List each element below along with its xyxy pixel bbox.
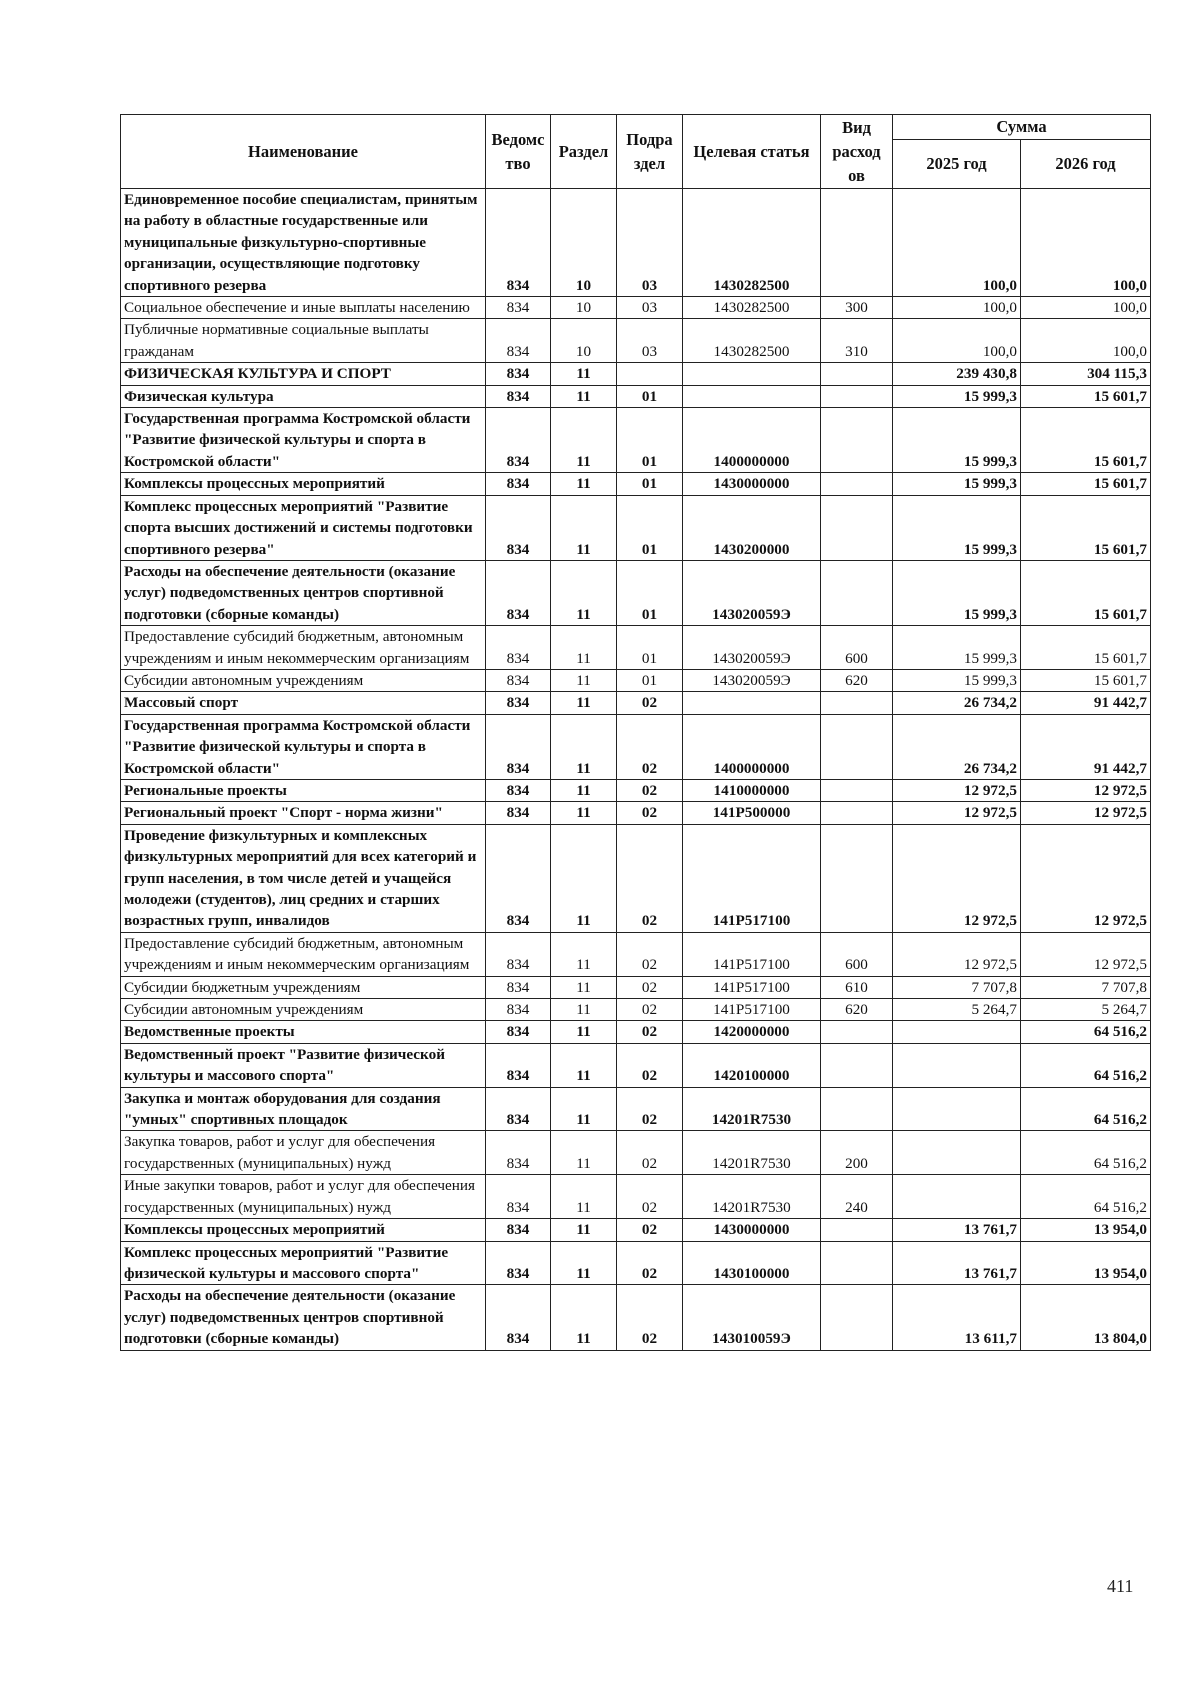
cell-razdel: 11: [551, 999, 617, 1021]
cell-podrazdel: 01: [617, 626, 683, 670]
table-row: [121, 363, 1151, 385]
cell-razdel: 11: [551, 1285, 617, 1350]
table-row: [121, 473, 1151, 495]
cell-razdel: 11: [551, 932, 617, 976]
table-row: [121, 779, 1151, 801]
cell-name: Расходы на обеспечение деятельности (оказание услуг) подведомственных центров спортивной подготовки (сборные команды): [121, 560, 486, 625]
cell-razdel: 11: [551, 408, 617, 473]
cell-target-article: 1430282500: [683, 297, 821, 319]
cell-target-article: 141P517100: [683, 824, 821, 932]
cell-podrazdel: 02: [617, 1021, 683, 1043]
cell-razdel: 11: [551, 495, 617, 560]
page-number: 411: [1107, 1576, 1134, 1596]
cell-sum-2026: 64 516,2: [1021, 1021, 1151, 1043]
cell-expense-type: [821, 495, 893, 560]
cell-razdel: 11: [551, 626, 617, 670]
cell-sum-2026: 15 601,7: [1021, 385, 1151, 407]
cell-target-article: 141P517100: [683, 932, 821, 976]
cell-name: Ведомственный проект "Развитие физической культуры и массового спорта": [121, 1043, 486, 1087]
cell-expense-type: [821, 1285, 893, 1350]
cell-sum-2026: 91 442,7: [1021, 714, 1151, 779]
cell-expense-type: 620: [821, 669, 893, 691]
cell-sum-2025: 12 972,5: [893, 824, 1021, 932]
cell-vedomstvo: 834: [486, 802, 551, 824]
cell-name: Предоставление субсидий бюджетным, автономным учреждениям и иным некоммерческим организациям: [121, 932, 486, 976]
cell-sum-2025: 100,0: [893, 189, 1021, 297]
cell-podrazdel: 02: [617, 1087, 683, 1131]
cell-podrazdel: 02: [617, 976, 683, 998]
cell-expense-type: [821, 802, 893, 824]
cell-sum-2026: 13 954,0: [1021, 1219, 1151, 1241]
cell-target-article: 1430282500: [683, 319, 821, 363]
cell-podrazdel: 02: [617, 714, 683, 779]
cell-name: Комплекс процессных мероприятий "Развитие спорта высших достижений и системы подготовки спортивного резерва": [121, 495, 486, 560]
cell-razdel: 11: [551, 669, 617, 691]
cell-expense-type: [821, 824, 893, 932]
cell-sum-2026: 15 601,7: [1021, 408, 1151, 473]
cell-vedomstvo: 834: [486, 495, 551, 560]
cell-sum-2025: 15 999,3: [893, 669, 1021, 691]
cell-razdel: 11: [551, 714, 617, 779]
cell-target-article: 143020059Э: [683, 560, 821, 625]
cell-sum-2026: 15 601,7: [1021, 626, 1151, 670]
cell-podrazdel: 01: [617, 408, 683, 473]
cell-podrazdel: 03: [617, 297, 683, 319]
cell-sum-2026: 7 707,8: [1021, 976, 1151, 998]
cell-podrazdel: 02: [617, 932, 683, 976]
cell-expense-type: 600: [821, 932, 893, 976]
cell-target-article: 14201R7530: [683, 1131, 821, 1175]
cell-razdel: 11: [551, 692, 617, 714]
cell-sum-2026: 15 601,7: [1021, 669, 1151, 691]
cell-podrazdel: 02: [617, 824, 683, 932]
cell-name: Комплекс процессных мероприятий "Развитие физической культуры и массового спорта": [121, 1241, 486, 1285]
cell-expense-type: 610: [821, 976, 893, 998]
table-row: [121, 1021, 1151, 1043]
cell-sum-2025: 15 999,3: [893, 473, 1021, 495]
cell-target-article: 1430200000: [683, 495, 821, 560]
cell-razdel: 10: [551, 297, 617, 319]
cell-target-article: 1400000000: [683, 714, 821, 779]
header-year-2026: 2026 год: [1021, 140, 1151, 189]
table-row: [121, 1175, 1151, 1219]
cell-expense-type: [821, 1021, 893, 1043]
cell-sum-2026: 304 115,3: [1021, 363, 1151, 385]
table-row: [121, 1285, 1151, 1350]
cell-sum-2025: 100,0: [893, 319, 1021, 363]
cell-target-article: 143010059Э: [683, 1285, 821, 1350]
table-row: [121, 385, 1151, 407]
cell-sum-2026: 13 954,0: [1021, 1241, 1151, 1285]
cell-target-article: [683, 363, 821, 385]
header-year-2025: 2025 год: [893, 140, 1021, 189]
cell-podrazdel: 02: [617, 1241, 683, 1285]
cell-name: Иные закупки товаров, работ и услуг для обеспечения государственных (муниципальных) нужд: [121, 1175, 486, 1219]
cell-sum-2026: 15 601,7: [1021, 560, 1151, 625]
cell-razdel: 11: [551, 824, 617, 932]
cell-name: Региональные проекты: [121, 779, 486, 801]
cell-podrazdel: 03: [617, 319, 683, 363]
header-target-article: Целевая статья: [683, 115, 821, 189]
cell-target-article: 1430282500: [683, 189, 821, 297]
table-row: [121, 1087, 1151, 1131]
cell-razdel: 11: [551, 779, 617, 801]
cell-vedomstvo: 834: [486, 1285, 551, 1350]
table-row: [121, 408, 1151, 473]
cell-razdel: 11: [551, 363, 617, 385]
table-row: [121, 692, 1151, 714]
cell-vedomstvo: 834: [486, 714, 551, 779]
cell-vedomstvo: 834: [486, 669, 551, 691]
cell-razdel: 11: [551, 560, 617, 625]
cell-sum-2025: 15 999,3: [893, 560, 1021, 625]
cell-vedomstvo: 834: [486, 999, 551, 1021]
table-row: [121, 1131, 1151, 1175]
cell-expense-type: [821, 1219, 893, 1241]
cell-sum-2026: 64 516,2: [1021, 1087, 1151, 1131]
cell-name: Проведение физкультурных и комплексных физкультурных мероприятий для всех категорий и групп населения, в том числе детей и учащейся молодежи (студентов), лиц средних и старших возрастных групп, инвалидов: [121, 824, 486, 932]
cell-vedomstvo: 834: [486, 408, 551, 473]
cell-podrazdel: 02: [617, 1131, 683, 1175]
cell-sum-2026: 12 972,5: [1021, 932, 1151, 976]
cell-sum-2026: 12 972,5: [1021, 824, 1151, 932]
cell-expense-type: [821, 1087, 893, 1131]
cell-sum-2026: 15 601,7: [1021, 473, 1151, 495]
cell-name: Комплексы процессных мероприятий: [121, 473, 486, 495]
cell-target-article: 14201R7530: [683, 1175, 821, 1219]
cell-name: Закупка товаров, работ и услуг для обеспечения государственных (муниципальных) нужд: [121, 1131, 486, 1175]
cell-expense-type: [821, 1241, 893, 1285]
table-row: [121, 560, 1151, 625]
cell-target-article: 143020059Э: [683, 626, 821, 670]
cell-name: Субсидии автономным учреждениям: [121, 669, 486, 691]
cell-name: Массовый спорт: [121, 692, 486, 714]
cell-podrazdel: 01: [617, 473, 683, 495]
cell-sum-2025: 26 734,2: [893, 714, 1021, 779]
cell-name: Субсидии бюджетным учреждениям: [121, 976, 486, 998]
cell-target-article: 141P500000: [683, 802, 821, 824]
cell-razdel: 11: [551, 1043, 617, 1087]
cell-podrazdel: 03: [617, 189, 683, 297]
cell-sum-2025: 13 761,7: [893, 1241, 1021, 1285]
table-row: [121, 626, 1151, 670]
cell-razdel: 11: [551, 1131, 617, 1175]
cell-sum-2025: [893, 1043, 1021, 1087]
header-podrazdel: Подра здел: [617, 115, 683, 189]
cell-podrazdel: 01: [617, 669, 683, 691]
cell-vedomstvo: 834: [486, 1043, 551, 1087]
cell-vedomstvo: 834: [486, 363, 551, 385]
cell-razdel: 11: [551, 1087, 617, 1131]
cell-name: Социальное обеспечение и иные выплаты населению: [121, 297, 486, 319]
cell-vedomstvo: 834: [486, 1219, 551, 1241]
cell-name: Региональный проект "Спорт - норма жизни": [121, 802, 486, 824]
cell-expense-type: [821, 560, 893, 625]
table-row: [121, 999, 1151, 1021]
table-body: [121, 189, 1151, 1351]
cell-expense-type: [821, 1043, 893, 1087]
cell-sum-2026: 64 516,2: [1021, 1131, 1151, 1175]
budget-table: [120, 114, 1151, 1351]
cell-target-article: 1430000000: [683, 1219, 821, 1241]
cell-sum-2025: 239 430,8: [893, 363, 1021, 385]
cell-name: Единовременное пособие специалистам, принятым на работу в областные государственные или муниципальные физкультурно-спортивные организации, осуществляющие подготовку спортивного резерва: [121, 189, 486, 297]
cell-target-article: 141P517100: [683, 976, 821, 998]
cell-vedomstvo: 834: [486, 932, 551, 976]
table-row: [121, 189, 1151, 297]
cell-podrazdel: 02: [617, 1219, 683, 1241]
cell-sum-2026: 100,0: [1021, 319, 1151, 363]
table-row: [121, 932, 1151, 976]
cell-sum-2025: 12 972,5: [893, 802, 1021, 824]
cell-podrazdel: 02: [617, 1285, 683, 1350]
cell-sum-2026: 100,0: [1021, 297, 1151, 319]
cell-target-article: [683, 385, 821, 407]
cell-vedomstvo: 834: [486, 692, 551, 714]
cell-sum-2025: 15 999,3: [893, 408, 1021, 473]
cell-expense-type: [821, 473, 893, 495]
cell-name: Государственная программа Костромской области "Развитие физической культуры и спорта в Костромской области": [121, 408, 486, 473]
cell-razdel: 11: [551, 473, 617, 495]
cell-sum-2026: 91 442,7: [1021, 692, 1151, 714]
cell-expense-type: [821, 692, 893, 714]
cell-podrazdel: 02: [617, 779, 683, 801]
cell-sum-2025: 12 972,5: [893, 932, 1021, 976]
cell-razdel: 11: [551, 1241, 617, 1285]
cell-expense-type: [821, 385, 893, 407]
cell-target-article: 1410000000: [683, 779, 821, 801]
cell-sum-2026: 12 972,5: [1021, 802, 1151, 824]
table-row: [121, 1241, 1151, 1285]
cell-podrazdel: [617, 363, 683, 385]
table-row: [121, 976, 1151, 998]
cell-name: Закупка и монтаж оборудования для создания "умных" спортивных площадок: [121, 1087, 486, 1131]
cell-sum-2026: 12 972,5: [1021, 779, 1151, 801]
cell-vedomstvo: 834: [486, 297, 551, 319]
cell-sum-2025: [893, 1087, 1021, 1131]
cell-razdel: 10: [551, 189, 617, 297]
cell-razdel: 11: [551, 1021, 617, 1043]
cell-vedomstvo: 834: [486, 626, 551, 670]
cell-expense-type: 600: [821, 626, 893, 670]
cell-target-article: 141P517100: [683, 999, 821, 1021]
cell-vedomstvo: 834: [486, 1021, 551, 1043]
cell-expense-type: [821, 714, 893, 779]
cell-razdel: 11: [551, 802, 617, 824]
header-expense-type: Вид расход ов: [821, 115, 893, 189]
cell-target-article: 1430000000: [683, 473, 821, 495]
cell-name: Комплексы процессных мероприятий: [121, 1219, 486, 1241]
cell-razdel: 11: [551, 385, 617, 407]
cell-sum-2026: 15 601,7: [1021, 495, 1151, 560]
cell-expense-type: [821, 408, 893, 473]
cell-target-article: 1420000000: [683, 1021, 821, 1043]
table-row: [121, 669, 1151, 691]
cell-vedomstvo: 834: [486, 824, 551, 932]
cell-vedomstvo: 834: [486, 976, 551, 998]
cell-razdel: 11: [551, 1219, 617, 1241]
cell-razdel: 11: [551, 976, 617, 998]
cell-sum-2025: 13 761,7: [893, 1219, 1021, 1241]
cell-sum-2025: 12 972,5: [893, 779, 1021, 801]
cell-sum-2026: 5 264,7: [1021, 999, 1151, 1021]
cell-sum-2025: [893, 1021, 1021, 1043]
cell-expense-type: [821, 363, 893, 385]
cell-vedomstvo: 834: [486, 1087, 551, 1131]
table-row: [121, 319, 1151, 363]
cell-podrazdel: 02: [617, 999, 683, 1021]
cell-sum-2025: [893, 1175, 1021, 1219]
table-row: [121, 802, 1151, 824]
cell-sum-2025: 26 734,2: [893, 692, 1021, 714]
cell-name: Государственная программа Костромской области "Развитие физической культуры и спорта в Костромской области": [121, 714, 486, 779]
cell-sum-2026: 64 516,2: [1021, 1175, 1151, 1219]
cell-vedomstvo: 834: [486, 1131, 551, 1175]
cell-podrazdel: 01: [617, 495, 683, 560]
cell-sum-2025: 100,0: [893, 297, 1021, 319]
cell-name: Ведомственные проекты: [121, 1021, 486, 1043]
cell-expense-type: [821, 779, 893, 801]
table-row: [121, 297, 1151, 319]
cell-sum-2025: [893, 1131, 1021, 1175]
cell-expense-type: 200: [821, 1131, 893, 1175]
cell-expense-type: 300: [821, 297, 893, 319]
header-razdel: Раздел: [551, 115, 617, 189]
cell-name: Расходы на обеспечение деятельности (оказание услуг) подведомственных центров спортивной подготовки (сборные команды): [121, 1285, 486, 1350]
cell-vedomstvo: 834: [486, 560, 551, 625]
cell-podrazdel: 02: [617, 1175, 683, 1219]
cell-target-article: 14201R7530: [683, 1087, 821, 1131]
cell-vedomstvo: 834: [486, 1175, 551, 1219]
cell-expense-type: 240: [821, 1175, 893, 1219]
cell-vedomstvo: 834: [486, 473, 551, 495]
header-name: Наименование: [121, 115, 486, 189]
cell-vedomstvo: 834: [486, 189, 551, 297]
header-sum: Сумма: [893, 115, 1151, 140]
cell-razdel: 11: [551, 1175, 617, 1219]
cell-podrazdel: 02: [617, 802, 683, 824]
cell-podrazdel: 01: [617, 385, 683, 407]
table-row: [121, 1219, 1151, 1241]
cell-sum-2025: 15 999,3: [893, 385, 1021, 407]
cell-vedomstvo: 834: [486, 385, 551, 407]
cell-target-article: 143020059Э: [683, 669, 821, 691]
cell-razdel: 10: [551, 319, 617, 363]
cell-expense-type: 620: [821, 999, 893, 1021]
cell-sum-2026: 13 804,0: [1021, 1285, 1151, 1350]
cell-vedomstvo: 834: [486, 1241, 551, 1285]
cell-sum-2026: 100,0: [1021, 189, 1151, 297]
cell-sum-2025: 15 999,3: [893, 626, 1021, 670]
cell-target-article: 1430100000: [683, 1241, 821, 1285]
cell-sum-2026: 64 516,2: [1021, 1043, 1151, 1087]
cell-name: Физическая культура: [121, 385, 486, 407]
cell-sum-2025: 5 264,7: [893, 999, 1021, 1021]
cell-name: Субсидии автономным учреждениям: [121, 999, 486, 1021]
cell-name: ФИЗИЧЕСКАЯ КУЛЬТУРА И СПОРТ: [121, 363, 486, 385]
cell-sum-2025: 15 999,3: [893, 495, 1021, 560]
cell-target-article: 1420100000: [683, 1043, 821, 1087]
header-vedomstvo: Ведомс тво: [486, 115, 551, 189]
cell-expense-type: [821, 189, 893, 297]
table-row: [121, 1043, 1151, 1087]
cell-name: Публичные нормативные социальные выплаты гражданам: [121, 319, 486, 363]
table-row: [121, 824, 1151, 932]
table-row: [121, 495, 1151, 560]
cell-target-article: [683, 692, 821, 714]
cell-podrazdel: 01: [617, 560, 683, 625]
cell-vedomstvo: 834: [486, 319, 551, 363]
cell-target-article: 1400000000: [683, 408, 821, 473]
cell-expense-type: 310: [821, 319, 893, 363]
cell-sum-2025: 7 707,8: [893, 976, 1021, 998]
cell-podrazdel: 02: [617, 1043, 683, 1087]
cell-sum-2025: 13 611,7: [893, 1285, 1021, 1350]
cell-name: Предоставление субсидий бюджетным, автономным учреждениям и иным некоммерческим организациям: [121, 626, 486, 670]
cell-podrazdel: 02: [617, 692, 683, 714]
table-row: [121, 714, 1151, 779]
cell-vedomstvo: 834: [486, 779, 551, 801]
